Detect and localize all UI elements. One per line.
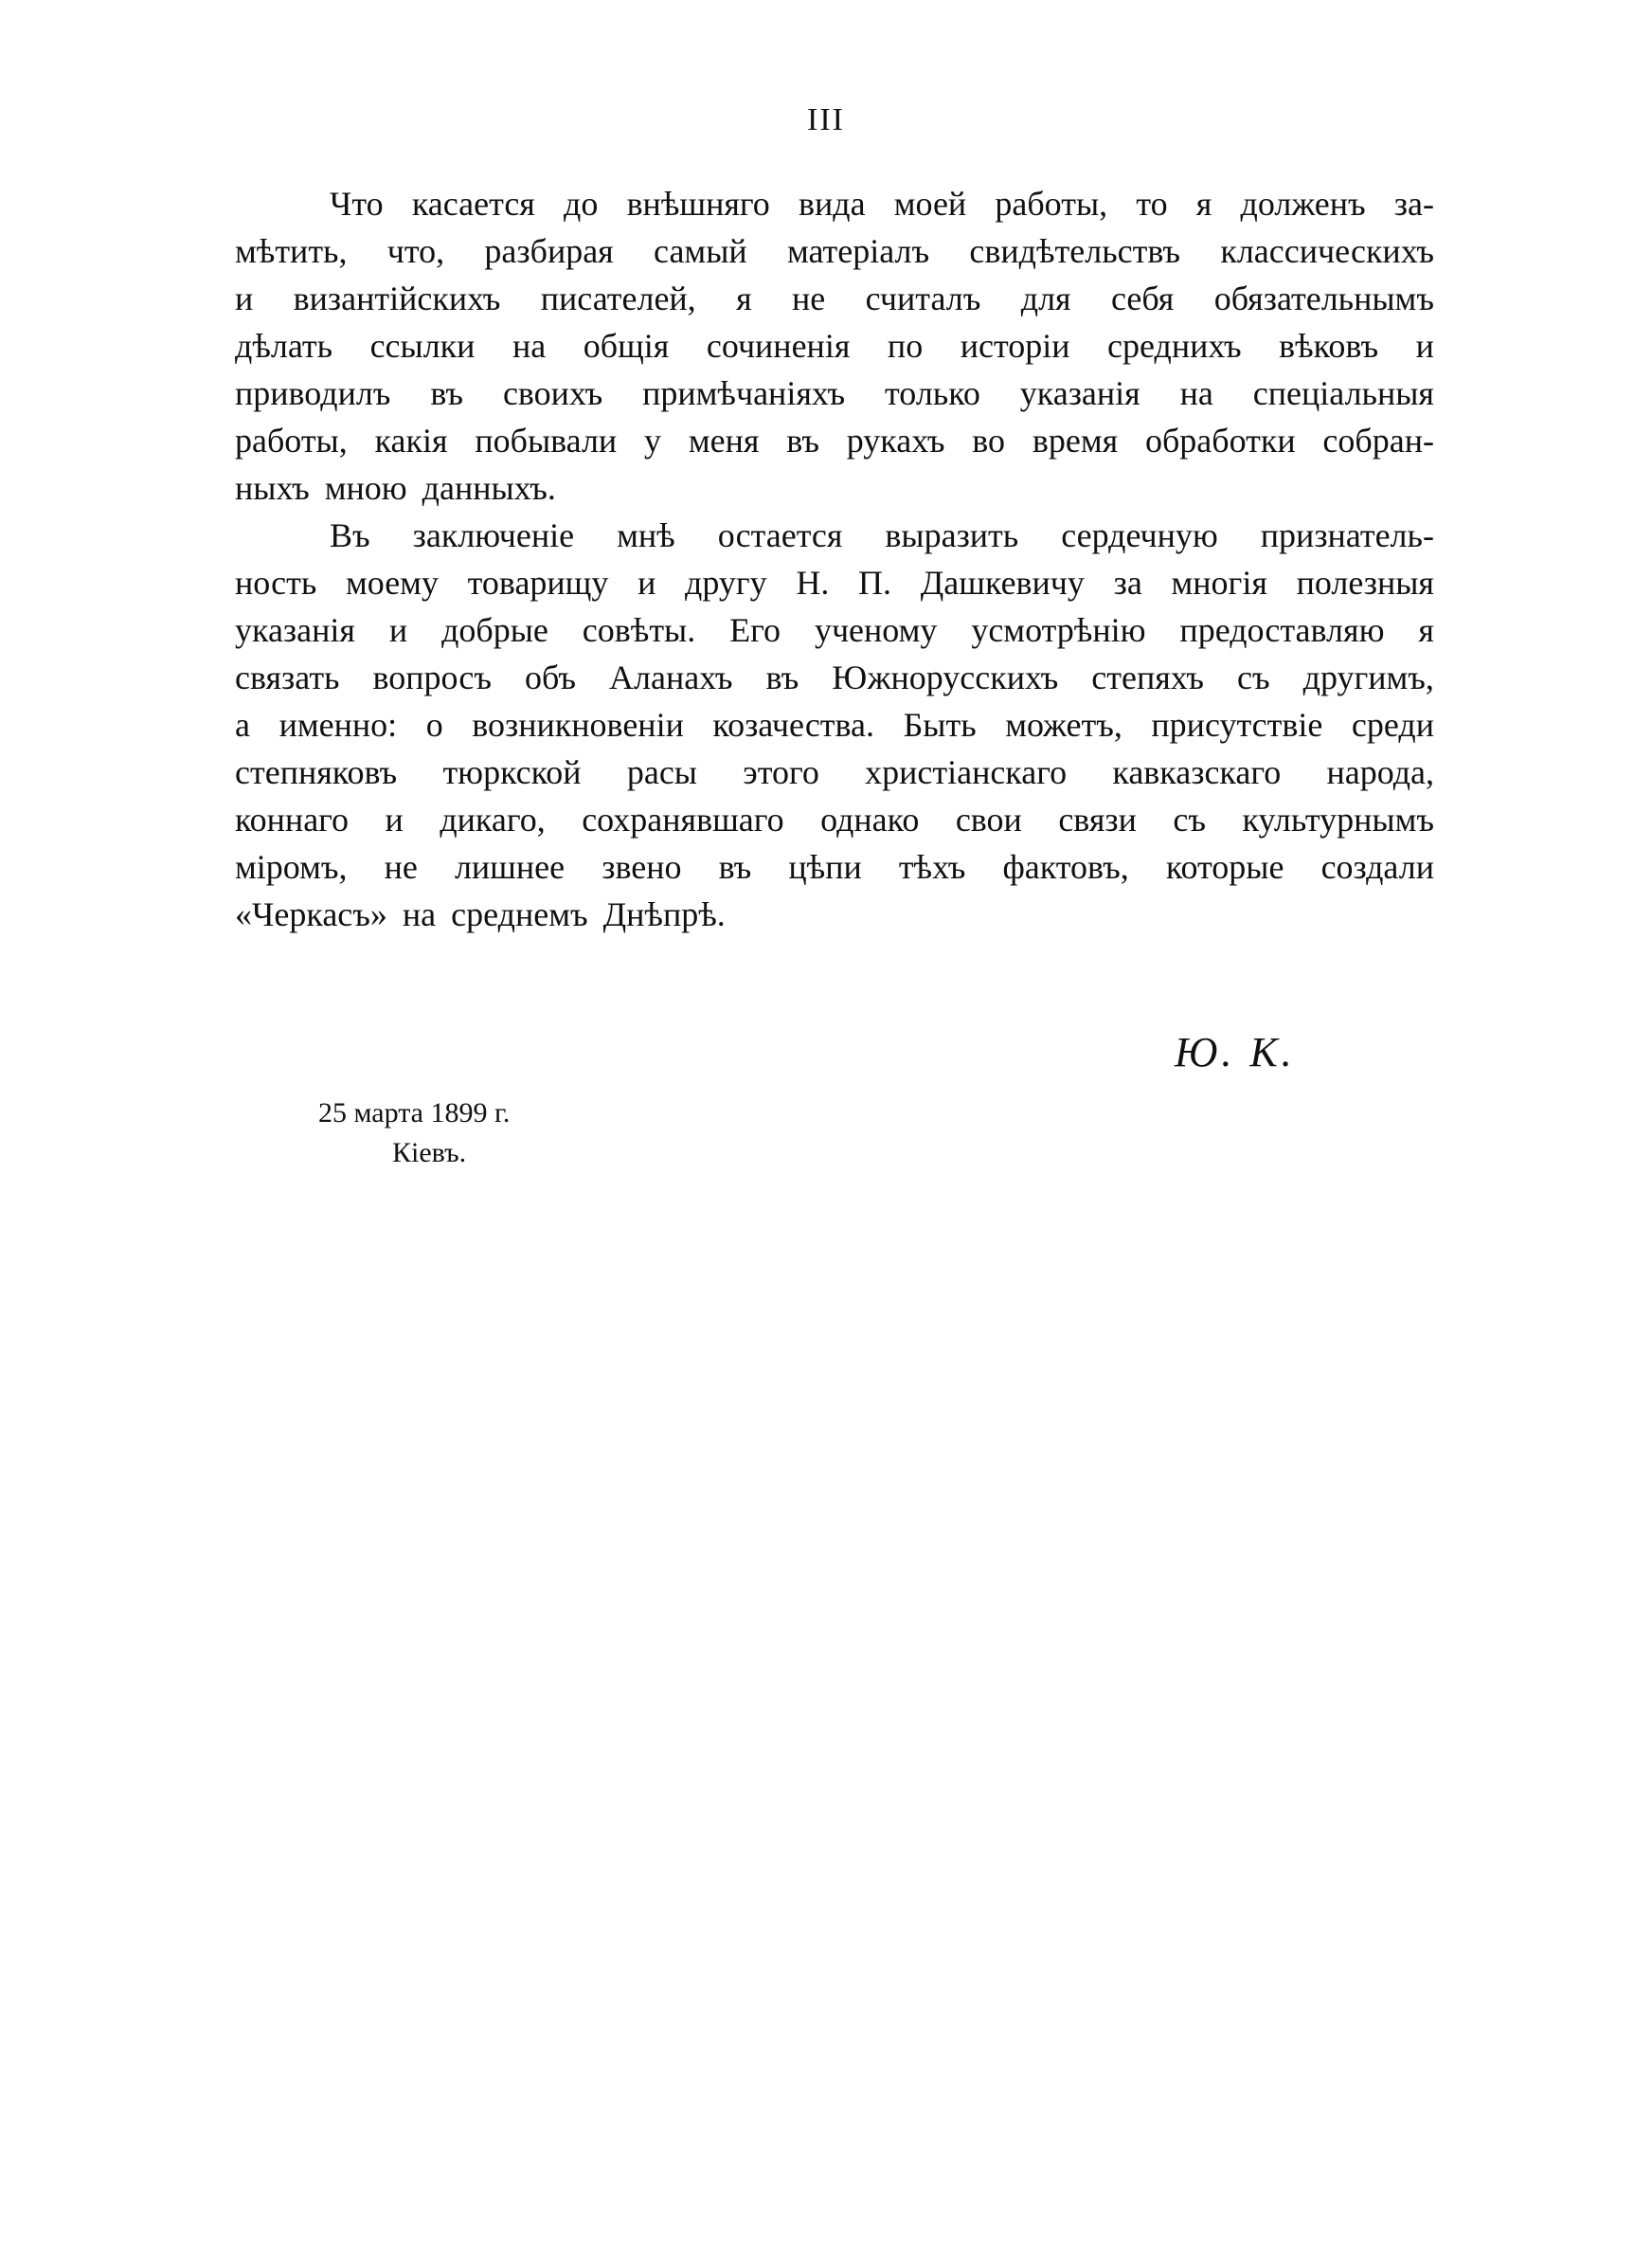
word: П. xyxy=(858,564,892,602)
word: работы, xyxy=(995,185,1108,223)
word: въ xyxy=(430,374,464,412)
word: данныхъ. xyxy=(422,469,556,507)
date-line: 25 марта 1899 г. xyxy=(318,1097,511,1128)
word: выразить xyxy=(885,516,1019,554)
word: цѣпи xyxy=(788,848,862,886)
word: собран- xyxy=(1322,422,1434,460)
word: лишнее xyxy=(454,848,566,886)
word: у xyxy=(644,422,661,460)
word: міромъ, xyxy=(235,848,348,886)
word: вопросъ xyxy=(372,659,492,696)
text-line xyxy=(235,464,1434,512)
word: вѣковъ xyxy=(1279,327,1379,365)
word: среднемъ xyxy=(451,895,588,933)
word: заключеніе xyxy=(412,516,575,554)
word: свидѣтельствъ xyxy=(969,232,1181,270)
word: побывали xyxy=(475,422,618,460)
word: я xyxy=(736,280,752,317)
word: византійскихъ xyxy=(293,280,501,317)
word: писателей, xyxy=(540,280,696,317)
word: касается xyxy=(411,185,535,223)
word: не xyxy=(792,280,826,317)
word: вида xyxy=(798,185,866,223)
text-line xyxy=(235,180,1434,227)
word: товарищу xyxy=(467,564,609,602)
word: Его xyxy=(729,611,781,649)
word: Аланахъ xyxy=(609,659,733,696)
word: на xyxy=(402,895,437,933)
word: тюркской xyxy=(442,753,582,791)
word: за xyxy=(1113,564,1142,602)
word: кавказскаго xyxy=(1112,753,1282,791)
text-line xyxy=(235,559,1434,606)
word: тѣхъ xyxy=(898,848,966,886)
word: за- xyxy=(1393,185,1434,223)
word: и xyxy=(1415,327,1434,365)
word: однако xyxy=(820,801,920,839)
word: во xyxy=(972,422,1006,460)
word: возникновеніи xyxy=(472,706,684,744)
word: Южнорусскихъ xyxy=(832,659,1059,696)
word: фактовъ, xyxy=(1002,848,1129,886)
word: можетъ, xyxy=(1005,706,1122,744)
page-number: III xyxy=(807,102,845,137)
word: Въ xyxy=(330,516,370,554)
word: свои xyxy=(955,801,1022,839)
word: на xyxy=(1179,374,1213,412)
word: ныхъ xyxy=(235,469,310,507)
text-line xyxy=(235,606,1434,654)
word: приводилъ xyxy=(235,374,391,412)
text-line xyxy=(235,891,1434,938)
text-line xyxy=(235,275,1434,322)
word: указанія xyxy=(1019,374,1140,412)
word: классическихъ xyxy=(1220,232,1434,270)
word: именно: xyxy=(278,706,398,744)
word: присутствіе xyxy=(1151,706,1323,744)
word: козачества. xyxy=(712,706,875,744)
word: предоставляю xyxy=(1179,611,1385,649)
word: другу xyxy=(685,564,767,602)
word: разбирая xyxy=(484,232,614,270)
word: Н. xyxy=(796,564,830,602)
word: ность xyxy=(235,564,317,602)
word: расы xyxy=(626,753,697,791)
word: дикаго, xyxy=(440,801,546,839)
word: культурнымъ xyxy=(1242,801,1434,839)
word: другимъ, xyxy=(1302,659,1434,696)
word: указанія xyxy=(235,611,355,649)
word: считалъ xyxy=(865,280,981,317)
word: о xyxy=(425,706,443,744)
word: степняковъ xyxy=(235,753,398,791)
paragraph-2 xyxy=(235,512,1434,938)
word: коннаго xyxy=(235,801,350,839)
word: сердечную xyxy=(1061,516,1218,554)
word: общія xyxy=(583,327,670,365)
word: а xyxy=(235,706,250,744)
word: то xyxy=(1136,185,1168,223)
word: въ xyxy=(765,659,799,696)
word: среднихъ xyxy=(1107,327,1242,365)
word: звено xyxy=(602,848,682,886)
word: усмотрѣнію xyxy=(971,611,1146,649)
word: я xyxy=(1418,611,1434,649)
word: моей xyxy=(893,185,967,223)
word: моему xyxy=(345,564,439,602)
paragraph-1 xyxy=(235,180,1434,512)
text-line xyxy=(235,749,1434,796)
author-signature: Ю. К. xyxy=(1175,1029,1296,1075)
word: народа, xyxy=(1326,753,1434,791)
word: сочиненія xyxy=(706,327,851,365)
word: долженъ xyxy=(1240,185,1366,223)
word: совѣты. xyxy=(582,611,696,649)
word: съ xyxy=(1237,659,1270,696)
word: полезныя xyxy=(1296,564,1434,602)
word: и xyxy=(637,564,656,602)
word: я xyxy=(1195,185,1212,223)
word: самый xyxy=(654,232,747,270)
word: Что xyxy=(330,185,384,223)
word: дѣлать xyxy=(235,327,333,365)
word: на xyxy=(512,327,547,365)
text-line xyxy=(235,370,1434,417)
word: работы, xyxy=(235,422,348,460)
place-line: Кіевъ. xyxy=(392,1137,467,1168)
word: ученому xyxy=(814,611,938,649)
text-line xyxy=(235,417,1434,464)
word: примѣчаніяхъ xyxy=(642,374,846,412)
word: исторіи xyxy=(960,327,1070,365)
word: которые xyxy=(1165,848,1284,886)
word: какія xyxy=(374,422,448,460)
text-line xyxy=(235,322,1434,370)
word: въ xyxy=(718,848,752,886)
word: время xyxy=(1032,422,1119,460)
word: и xyxy=(385,801,404,839)
word: мною xyxy=(324,469,407,507)
text-line xyxy=(235,512,1434,559)
word: «Черкасъ» xyxy=(235,895,387,933)
word: объ xyxy=(525,659,577,696)
word: признатель- xyxy=(1260,516,1434,554)
word: меня xyxy=(688,422,760,460)
text-line xyxy=(235,796,1434,843)
word: обработки xyxy=(1144,422,1296,460)
word: по xyxy=(887,327,924,365)
word: мнѣ xyxy=(617,516,675,554)
word: сохранявшаго xyxy=(582,801,784,839)
word: для xyxy=(1020,280,1071,317)
word: Дашкевичу xyxy=(920,564,1085,602)
word: и xyxy=(235,280,254,317)
text-line xyxy=(235,654,1434,701)
text-line xyxy=(235,843,1434,891)
text-line xyxy=(235,227,1434,275)
word: этого xyxy=(743,753,819,791)
word: добрые xyxy=(441,611,548,649)
word: обязательнымъ xyxy=(1213,280,1434,317)
word: спеціальныя xyxy=(1252,374,1434,412)
word: въ xyxy=(786,422,819,460)
word: что, xyxy=(386,232,445,270)
word: рукахъ xyxy=(846,422,945,460)
word: ссылки xyxy=(369,327,476,365)
word: матеріалъ xyxy=(786,232,930,270)
word: только xyxy=(885,374,980,412)
word: Быть xyxy=(903,706,977,744)
body-text xyxy=(235,180,1434,938)
text-line xyxy=(235,701,1434,749)
word: остается xyxy=(717,516,843,554)
word: себя xyxy=(1110,280,1175,317)
word: внѣшняго xyxy=(626,185,770,223)
word: Днѣпрѣ. xyxy=(602,895,726,933)
word: христіанскаго xyxy=(865,753,1068,791)
word: съ xyxy=(1173,801,1206,839)
word: степяхъ xyxy=(1091,659,1205,696)
word: связать xyxy=(235,659,340,696)
word: связи xyxy=(1058,801,1137,839)
word: не xyxy=(384,848,418,886)
word: среди xyxy=(1351,706,1434,744)
word: мѣтить, xyxy=(235,232,348,270)
word: до xyxy=(564,185,599,223)
word: многія xyxy=(1171,564,1267,602)
word: своихъ xyxy=(502,374,603,412)
word: создали xyxy=(1320,848,1434,886)
word: и xyxy=(388,611,408,649)
